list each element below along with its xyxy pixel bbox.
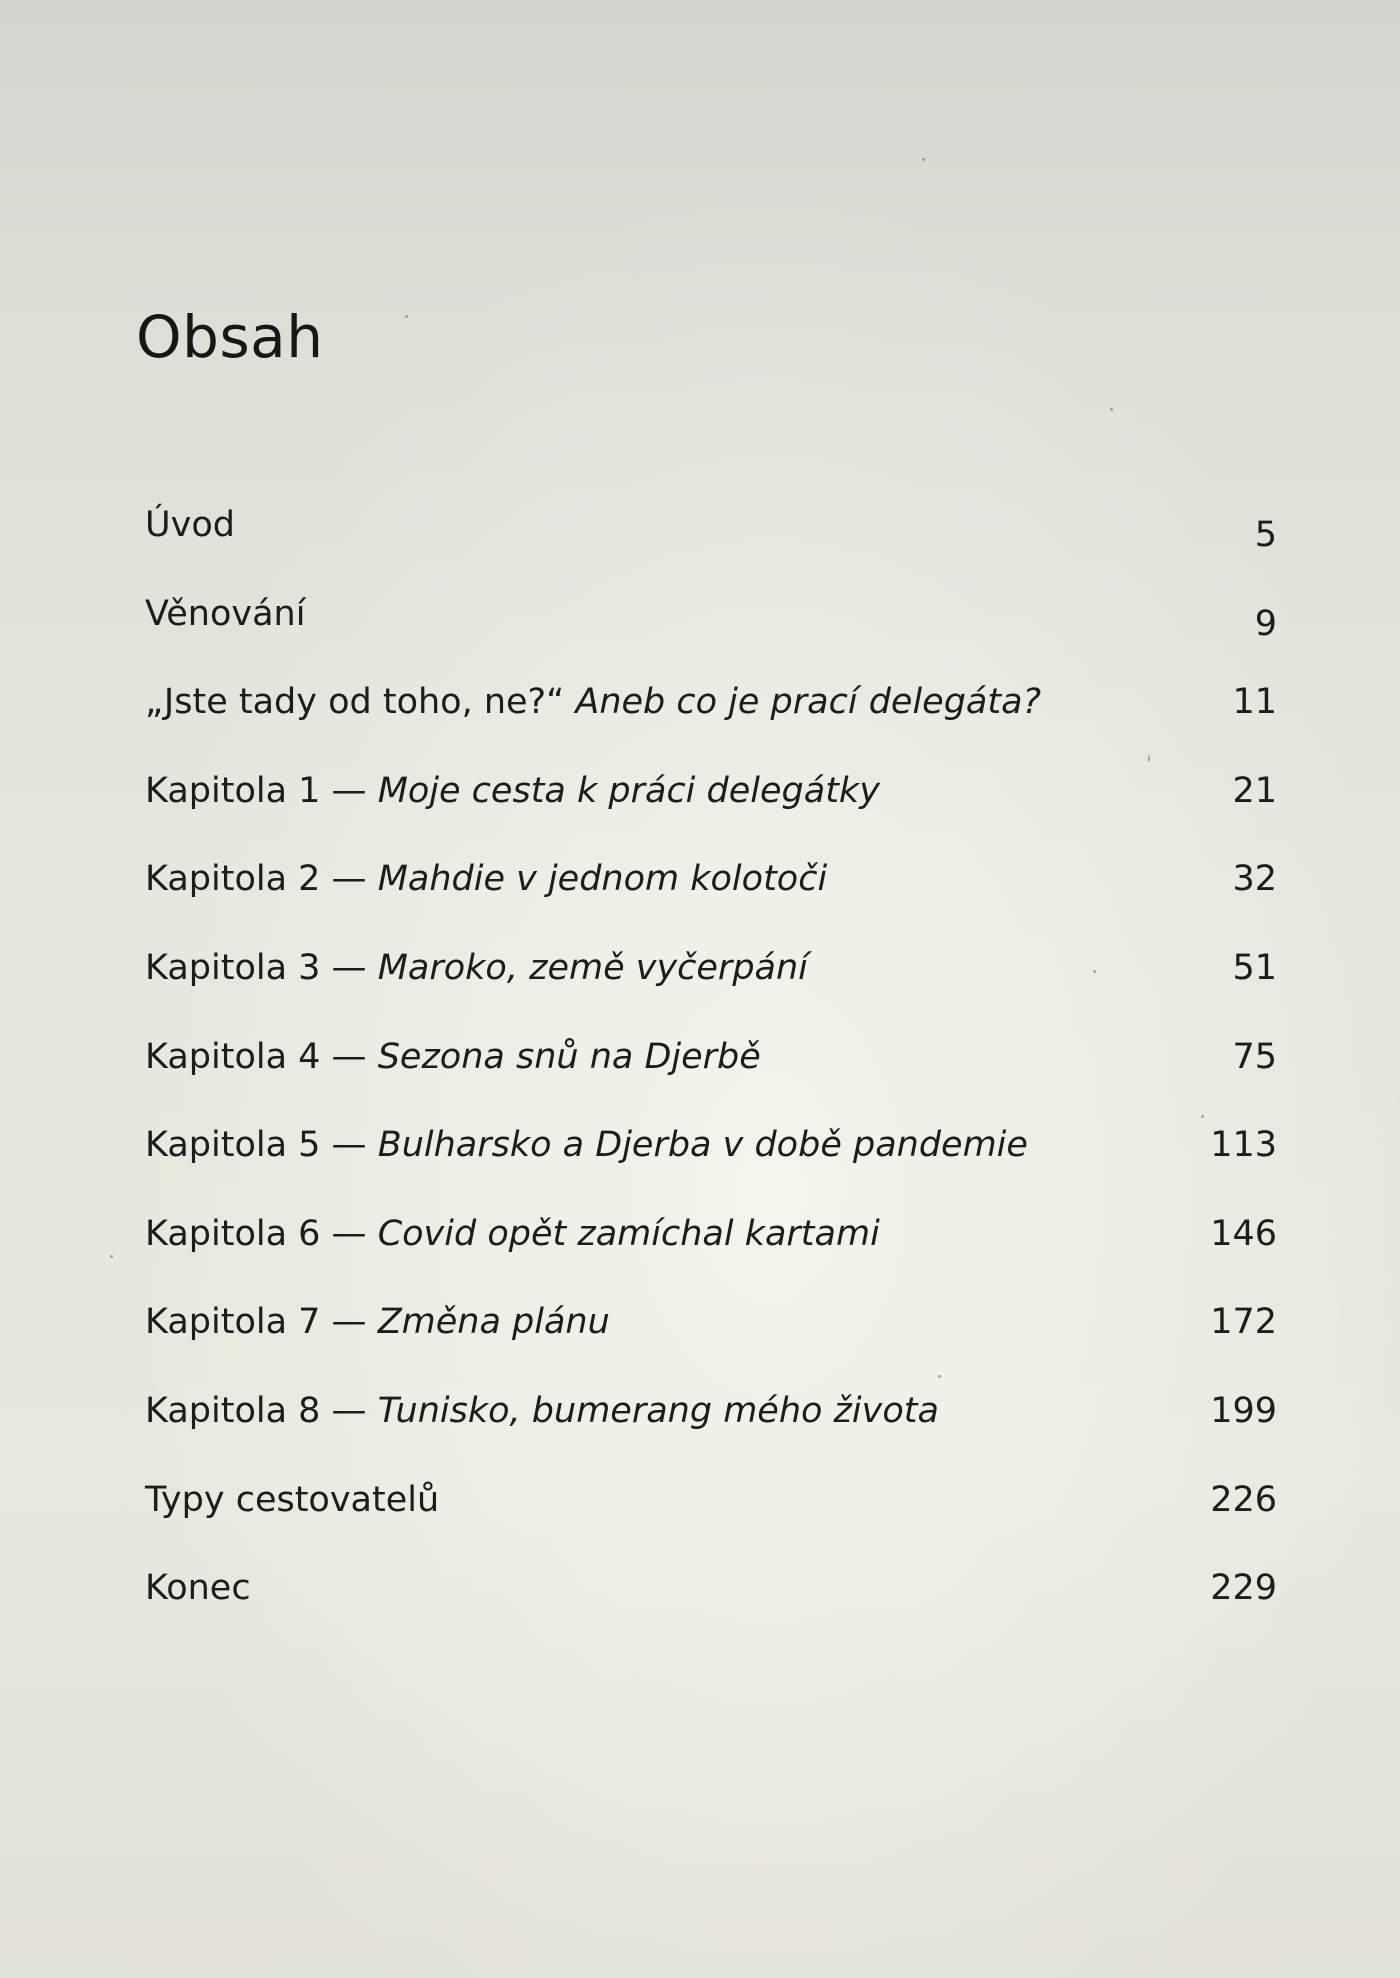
toc-entry-italic: Tunisko, bumerang mého života — [377, 1390, 939, 1431]
toc-entry-kapitola-3 — [145, 938, 1277, 1027]
paper-speck — [922, 158, 925, 161]
toc-entry-italic: Moje cesta k práci delegátky — [377, 770, 880, 811]
toc-entry-prefix: Kapitola 6 — — [145, 1213, 378, 1254]
paper-speck — [1201, 1115, 1204, 1118]
toc-entry-italic: Maroko, země vyčerpání — [377, 947, 808, 988]
toc-entry-prefix: Konec — [145, 1568, 251, 1609]
toc-entry-italic: Aneb co je prací delegáta? — [575, 682, 1042, 723]
toc-entry-page-number: 199 — [1210, 1390, 1277, 1431]
toc-entry-jste-tady — [145, 672, 1277, 761]
toc-entry-kapitola-6 — [145, 1204, 1277, 1293]
toc-entry-konec — [145, 1558, 1277, 1647]
toc-entry-prefix: Kapitola 2 — — [145, 859, 378, 900]
toc-entry-venovani — [145, 584, 1277, 673]
page-title: Obsah — [136, 303, 324, 371]
toc-entry-page-number: 113 — [1210, 1125, 1277, 1166]
toc-entry-prefix: Kapitola 4 — — [145, 1036, 378, 1077]
toc-entry-italic: Mahdie v jednom kolotoči — [377, 859, 828, 900]
toc-entry-title — [145, 584, 305, 644]
toc-entry-title — [145, 1115, 1028, 1175]
toc-entry-page-number: 32 — [1232, 859, 1277, 900]
toc-entry-kapitola-1 — [145, 761, 1277, 850]
toc-entry-prefix: Kapitola 3 — — [145, 947, 378, 988]
toc-entry-uvod — [145, 495, 1277, 584]
paper-speck — [1093, 970, 1096, 973]
toc-entry-prefix: Kapitola 7 — — [145, 1302, 378, 1343]
toc-entry-italic: Sezona snů na Djerbě — [377, 1036, 761, 1077]
paper-speck — [1148, 755, 1150, 762]
toc-entry-prefix: „Jste tady od toho, ne?“ — [145, 682, 576, 723]
toc-entry-title — [145, 849, 827, 909]
toc-entry-title — [145, 1381, 939, 1441]
toc-entry-title — [145, 1470, 439, 1530]
toc-entry-kapitola-8 — [145, 1381, 1277, 1470]
paper-speck — [1110, 408, 1113, 411]
toc-entry-prefix: Kapitola 8 — — [145, 1390, 378, 1431]
toc-entry-kapitola-5 — [145, 1115, 1277, 1204]
paper-speck — [405, 315, 408, 318]
toc-entry-title — [145, 495, 235, 555]
toc-entry-title — [145, 1558, 251, 1618]
toc-entry-page-number: 229 — [1210, 1568, 1277, 1609]
toc-entry-kapitola-2 — [145, 849, 1277, 938]
toc-entry-page-number: 51 — [1232, 947, 1277, 988]
toc-entry-prefix: Typy cestovatelů — [145, 1479, 440, 1520]
toc-entry-page-number: 172 — [1210, 1302, 1277, 1343]
toc-entry-prefix: Kapitola 5 — — [145, 1125, 378, 1166]
toc-entry-kapitola-7 — [145, 1292, 1277, 1381]
toc-entry-title — [145, 938, 808, 998]
toc-entry-italic: Bulharsko a Djerba v době pandemie — [377, 1125, 1028, 1166]
toc-entry-title — [145, 1204, 880, 1264]
toc-entry-italic: Covid opět zamíchal kartami — [377, 1213, 880, 1254]
toc-entry-page-number: 146 — [1210, 1213, 1277, 1254]
toc-entry-italic: Změna plánu — [377, 1302, 610, 1343]
toc-entry-page-number: 21 — [1232, 770, 1277, 811]
toc-entry-page-number: 226 — [1210, 1479, 1277, 1520]
toc-entry-prefix: Úvod — [145, 505, 235, 545]
paper-speck — [938, 1375, 941, 1378]
table-of-contents — [145, 495, 1277, 1647]
toc-entry-title — [145, 1292, 610, 1352]
toc-entry-page-number: 5 — [1254, 515, 1277, 555]
toc-entry-title — [145, 672, 1041, 732]
toc-entry-kapitola-4 — [145, 1027, 1277, 1116]
toc-entry-typy-cestovatelu — [145, 1470, 1277, 1559]
toc-entry-prefix: Kapitola 1 — — [145, 770, 378, 811]
paper-speck — [110, 1255, 113, 1258]
toc-entry-page-number: 11 — [1232, 682, 1277, 723]
toc-entry-page-number: 9 — [1254, 603, 1277, 644]
toc-entry-title — [145, 1027, 761, 1087]
toc-entry-title — [145, 761, 880, 821]
toc-entry-prefix: Věnování — [145, 593, 306, 634]
toc-entry-page-number: 75 — [1232, 1036, 1277, 1077]
